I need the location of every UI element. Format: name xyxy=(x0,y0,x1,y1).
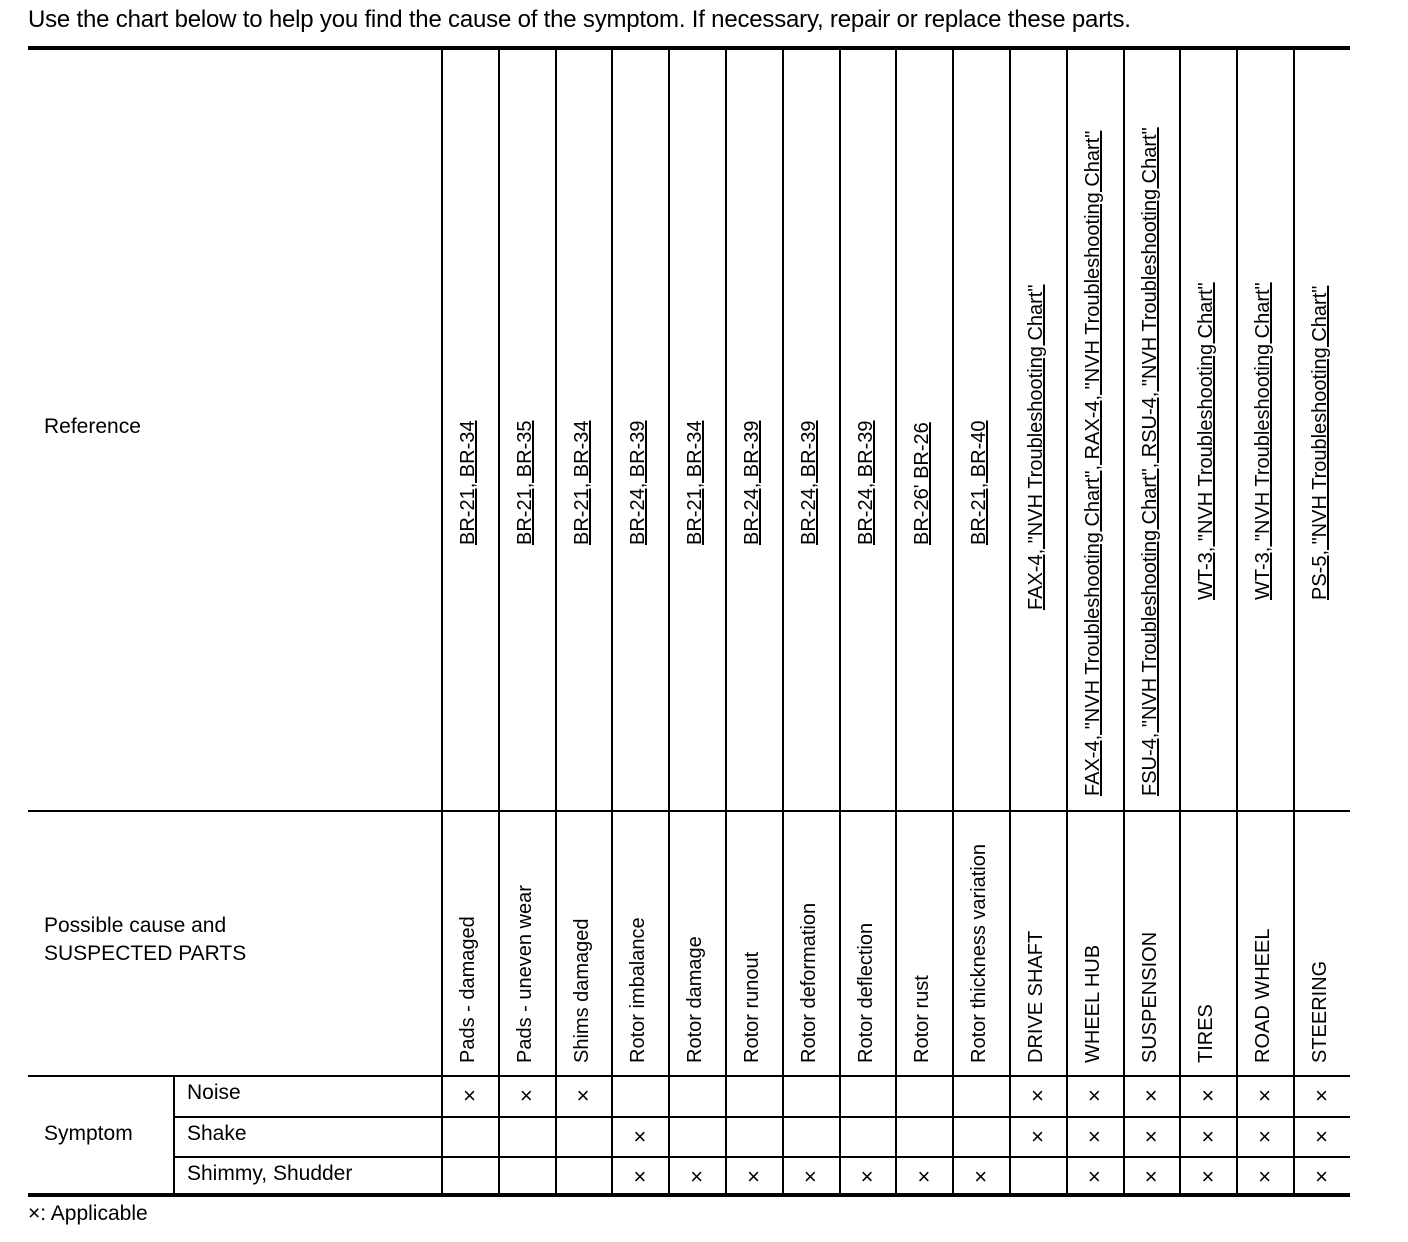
applicable-mark: × xyxy=(1144,1164,1158,1189)
applicable-mark: × xyxy=(1201,1123,1215,1149)
part-label-2: Pads - uneven wear xyxy=(513,885,536,1063)
column-divider xyxy=(555,50,557,1193)
part-label-14: TIRES xyxy=(1195,1004,1218,1063)
applicable-mark: × xyxy=(1258,1083,1272,1108)
applicable-mark: × xyxy=(1201,1083,1215,1108)
applicable-mark: × xyxy=(1087,1164,1101,1189)
applicable-mark: × xyxy=(974,1164,988,1189)
applicable-mark: × xyxy=(633,1123,647,1149)
reference-link-1[interactable]: BR-21, BR-34 xyxy=(457,420,479,545)
part-label-15: ROAD WHEEL xyxy=(1252,928,1275,1063)
symptom-name-divider xyxy=(173,1075,175,1193)
column-divider xyxy=(1236,50,1238,1193)
part-label-1: Pads - damaged xyxy=(457,916,479,1063)
reference-link-9[interactable]: BR-26' BR-26 xyxy=(911,422,934,545)
part-label-13: SUSPENSION xyxy=(1138,931,1161,1063)
applicable-mark: × xyxy=(1031,1123,1044,1149)
column-divider xyxy=(1009,50,1011,1193)
reference-link-16[interactable]: PS-5, "NVH Troubleshooting Chart" xyxy=(1309,285,1331,600)
applicable-mark: × xyxy=(860,1164,874,1189)
column-divider xyxy=(895,50,897,1193)
possible-cause-label-line2: SUSPECTED PARTS xyxy=(44,942,247,965)
divider-reference xyxy=(28,810,1350,812)
applicable-mark: × xyxy=(1087,1083,1101,1108)
part-label-16: STEERING xyxy=(1309,960,1331,1063)
reference-link-6[interactable]: BR-24, BR-39 xyxy=(741,420,763,545)
applicable-mark: × xyxy=(747,1164,760,1189)
column-divider xyxy=(725,50,727,1193)
applicable-mark: × xyxy=(1258,1123,1272,1149)
reference-link-11[interactable]: FAX-4, "NVH Troubleshooting Chart" xyxy=(1025,284,1047,610)
applicable-mark: × xyxy=(1315,1123,1328,1149)
applicable-mark: × xyxy=(1315,1083,1328,1108)
part-label-6: Rotor runout xyxy=(741,951,763,1063)
reference-link-14[interactable]: WT-3, "NVH Troubleshooting Chart" xyxy=(1195,282,1218,600)
applicable-mark: × xyxy=(690,1164,704,1189)
applicable-mark: × xyxy=(803,1164,817,1189)
column-divider xyxy=(839,50,841,1193)
part-label-3: Shims damaged xyxy=(570,918,593,1063)
part-label-12: WHEEL HUB xyxy=(1081,944,1104,1063)
applicable-mark: × xyxy=(1315,1164,1328,1189)
applicable-mark: × xyxy=(917,1164,931,1189)
column-divider xyxy=(952,50,954,1193)
applicable-mark: × xyxy=(519,1083,533,1108)
reference-link-4[interactable]: BR-24, BR-39 xyxy=(627,420,650,545)
reference-link-8[interactable]: BR-24, BR-39 xyxy=(854,420,877,545)
part-label-10: Rotor thickness variation xyxy=(968,844,991,1063)
applicable-mark: × xyxy=(633,1164,647,1189)
column-divider xyxy=(1066,50,1068,1193)
column-divider xyxy=(782,50,784,1193)
column-divider xyxy=(498,50,500,1193)
reference-link-7[interactable]: BR-24, BR-39 xyxy=(797,420,820,545)
applicable-mark: × xyxy=(1144,1083,1158,1108)
column-divider xyxy=(441,50,443,1193)
part-label-7: Rotor deformation xyxy=(797,902,820,1063)
reference-link-2[interactable]: BR-21, BR-35 xyxy=(513,420,536,545)
column-divider xyxy=(1293,50,1295,1193)
troubleshooting-chart xyxy=(28,50,1350,1193)
column-divider xyxy=(1179,50,1181,1193)
reference-link-10[interactable]: BR-21, BR-40 xyxy=(968,420,991,545)
part-label-11: DRIVE SHAFT xyxy=(1025,930,1047,1063)
applicable-mark: × xyxy=(576,1083,590,1108)
reference-label: Reference xyxy=(44,415,141,438)
possible-cause-label-line1: Possible cause and xyxy=(44,914,227,937)
applicable-mark: × xyxy=(463,1083,476,1108)
symptom-row-label: Noise xyxy=(187,1081,241,1104)
applicable-mark: × xyxy=(1144,1123,1158,1149)
symptom-row-label: Shimmy, Shudder xyxy=(187,1162,353,1185)
bottom-rule xyxy=(28,1193,1350,1197)
symptom-label: Symptom xyxy=(44,1122,133,1145)
reference-link-5[interactable]: BR-21, BR-34 xyxy=(684,420,707,545)
reference-link-3[interactable]: BR-21, BR-34 xyxy=(570,420,593,545)
column-divider xyxy=(1123,50,1125,1193)
applicable-mark: × xyxy=(1258,1164,1272,1189)
reference-link-12[interactable]: FAX-4, "NVH Troubleshooting Chart", RAX-4, "NVH Troubleshooting Chart" xyxy=(1081,130,1104,796)
reference-link-15[interactable]: WT-3, "NVH Troubleshooting Chart" xyxy=(1252,282,1275,600)
part-label-5: Rotor damage xyxy=(684,936,707,1063)
applicable-note: ×: Applicable xyxy=(28,1202,148,1225)
part-label-9: Rotor rust xyxy=(911,975,934,1063)
column-divider xyxy=(611,50,613,1193)
applicable-mark: × xyxy=(1087,1123,1101,1149)
applicable-mark: × xyxy=(1201,1164,1215,1189)
part-label-8: Rotor deflection xyxy=(854,922,877,1063)
column-divider xyxy=(668,50,670,1193)
symptom-row-label: Shake xyxy=(187,1121,247,1145)
applicable-mark: × xyxy=(1031,1083,1044,1108)
part-label-4: Rotor imbalance xyxy=(627,917,650,1063)
reference-link-13[interactable]: FSU-4, "NVH Troubleshooting Chart", RSU-4, "NVH Troubleshooting Chart" xyxy=(1138,127,1161,796)
intro-text: Use the chart below to help you find the cause of the symptom. If necessary, repair or replace these parts. xyxy=(28,6,1131,33)
